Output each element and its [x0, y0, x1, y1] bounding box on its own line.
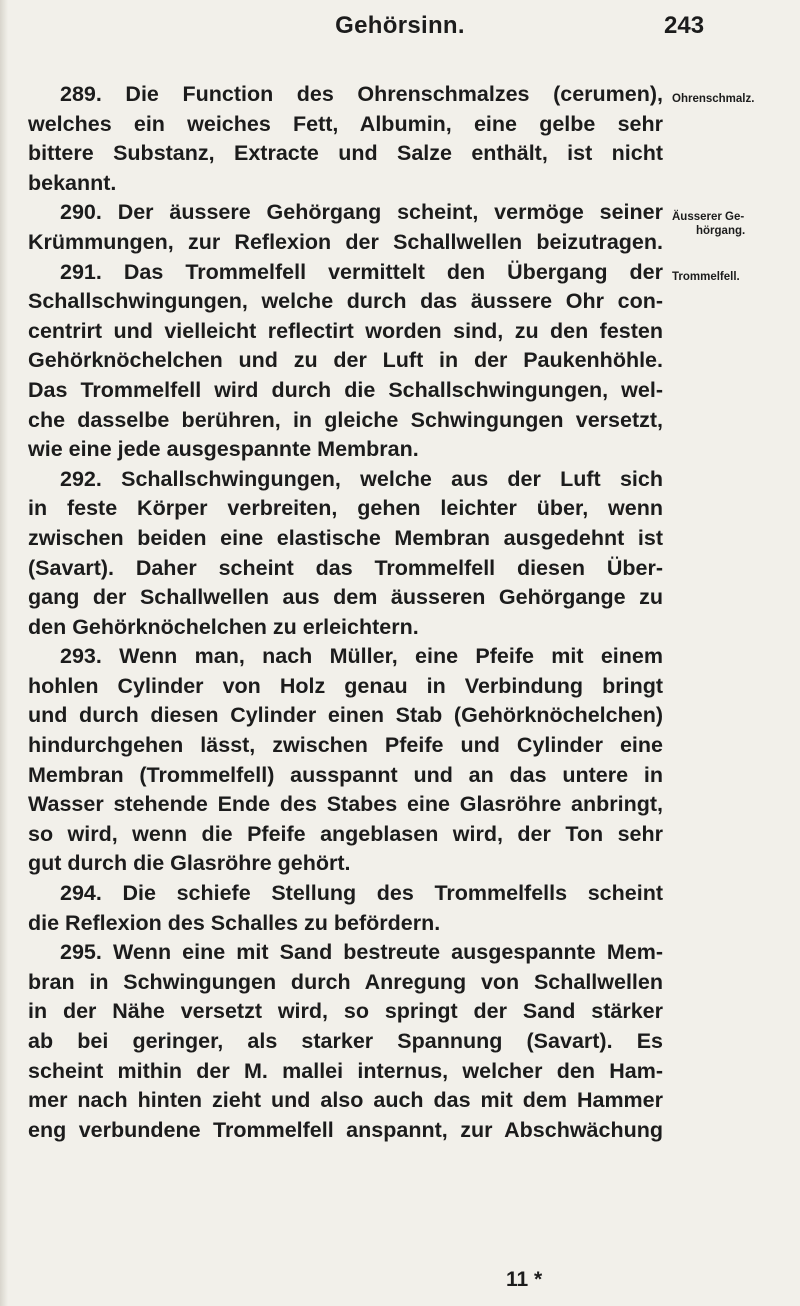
text-line: 291. Das Trommelfell vermittelt den Übergang der	[60, 259, 663, 284]
text-line: scheint mithin der M. mallei internus, welcher den Ham-	[28, 1058, 663, 1083]
text-line: den Gehörknöchelchen zu erleichtern.	[28, 614, 419, 639]
text-line: wie eine jede ausgespannte Membran.	[28, 437, 419, 462]
text-line: Krümmungen, zur Reflexion der Schallwellen beizutragen.	[28, 229, 663, 254]
text-line: centrirt und vielleicht reflectirt worden sind, zu den festen	[28, 318, 663, 343]
text-line: Schallschwingungen, welche durch das äussere Ohr con-	[28, 289, 663, 314]
page-number: 243	[664, 12, 705, 39]
text-line: eng verbundene Trommelfell anspannt, zur Abschwächung	[28, 1117, 663, 1142]
text-line: bran in Schwingungen durch Anregung von Schallwellen	[28, 969, 663, 994]
signature-mark: 11 *	[506, 1268, 543, 1291]
text-line: bekannt.	[28, 170, 117, 195]
text-line: Gehörknöchelchen und zu der Luft in der Paukenhöhle.	[28, 348, 663, 373]
text-line: in der Nähe versetzt wird, so springt der Sand stärker	[28, 999, 663, 1024]
text-line: gang der Schallwellen aus dem äusseren Gehörgange zu	[28, 585, 663, 610]
text-line: welches ein weiches Fett, Albumin, eine gelbe sehr	[28, 111, 663, 136]
text-line: 289. Die Function des Ohrenschmalzes (cerumen),	[60, 82, 663, 106]
page-header-title: Gehörsinn.	[335, 12, 465, 39]
text-line: che dasselbe berühren, in gleiche Schwingungen versetzt,	[28, 407, 663, 432]
text-line: ab bei geringer, als starker Spannung (Savart). Es	[28, 1029, 663, 1053]
text-line: die Reflexion des Schalles zu befördern.	[28, 910, 441, 935]
text-line: Wasser stehende Ende des Stabes eine Glasröhre anbringt,	[28, 792, 663, 817]
text-line: 292. Schallschwingungen, welche aus der Luft sich	[60, 466, 663, 491]
text-line: in feste Körper verbreiten, gehen leichter über, wenn	[28, 496, 663, 521]
margin-note-trommelfell: Trommelfell.	[672, 271, 740, 283]
text-line: und durch diesen Cylinder einen Stab (Gehörknöchelchen)	[28, 703, 663, 728]
text-line: 293. Wenn man, nach Müller, eine Pfeife mit einem	[60, 644, 663, 669]
text-line: Membran (Trommelfell) ausspannt und an das untere in	[28, 762, 663, 787]
text-line: 295. Wenn eine mit Sand bestreute ausgespannte Mem-	[60, 940, 663, 965]
text-line: zwischen beiden eine elastische Membran ausgedehnt ist	[28, 525, 663, 550]
body-text	[28, 80, 663, 1145]
page-edge	[0, 0, 8, 1306]
margin-note-gehoergang-1: Äusserer Ge-	[672, 211, 745, 223]
margin-note-gehoergang-2: hörgang.	[696, 225, 746, 237]
text-line: so wird, wenn die Pfeife angeblasen wird, der Ton sehr	[28, 821, 663, 846]
text-line: (Savart). Daher scheint das Trommelfell diesen Über-	[28, 555, 663, 580]
margin-note-ohrenschmalz: Ohrenschmalz.	[672, 93, 755, 105]
text-line: gut durch die Glasröhre gehört.	[28, 851, 351, 876]
text-line: bittere Substanz, Extracte und Salze enthält, ist nicht	[28, 141, 663, 166]
text-line: hohlen Cylinder von Holz genau in Verbindung bringt	[28, 673, 663, 698]
text-line: Das Trommelfell wird durch die Schallschwingungen, wel-	[28, 377, 663, 402]
text-line: 290. Der äussere Gehörgang scheint, vermöge seiner	[60, 200, 663, 225]
text-line: mer nach hinten zieht und also auch das mit dem Hammer	[28, 1088, 663, 1113]
text-line: 294. Die schiefe Stellung des Trommelfells scheint	[60, 881, 663, 906]
text-line: hindurchgehen lässt, zwischen Pfeife und Cylinder eine	[28, 733, 663, 758]
